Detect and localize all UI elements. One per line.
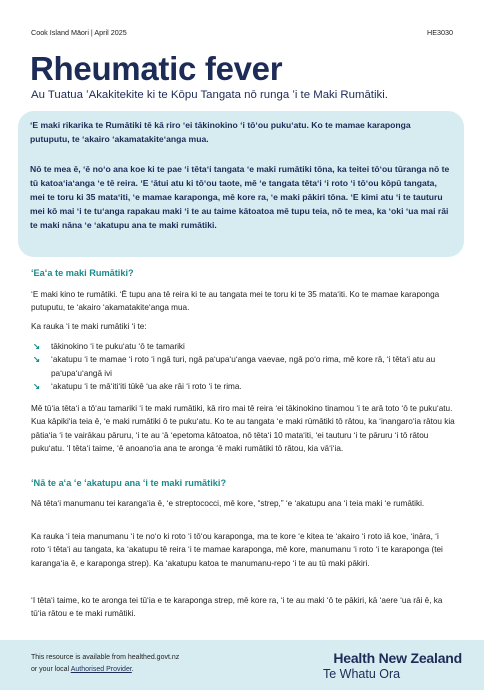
authorised-provider-link[interactable]: Authorised Provider — [70, 665, 132, 673]
section-heading: ʻNā te aʻa ʻe ʻakatupu ana ʻi te maki rumātiki? — [31, 478, 227, 488]
callout-paragraph: Nō te mea ē, ʻē noʻo ana koe ki te pae ʻi tētaʻi tangata ʻe maki rumātiki tōna, ka teitei tōʻou tūranga nō te tū katoaʻiaʻanga ʻe tē reira. ʻE ʻātui atu ki tōʻou taote, mē ʻe tangata tētaʻi ʻi roto ʻi tōʻou kōpū tangata, mei te toru ki 35 mataʻiti, ʻe mamae karaponga, mē kore ra, ʻe maki pākiri tōna. ʻE kimi atu ʻi te tauturu mei kō mai ʻi te tuʻanga rapakau maki ʻi te au taime kātoatoa mē tupu teia, nō te mea, ka ʻoki ʻua mai rāi te maki nāna ʻe ʻakatupu ana te maki rumātiki. — [30, 164, 450, 230]
list-item: ↘ tākinokino ʻi te pukuʻatu ʻō te tamariki — [31, 340, 451, 353]
section-heading: ʻEaʻa te maki Rumātiki? — [31, 268, 134, 278]
language-date: Cook Island Māori | April 2025 — [31, 28, 127, 37]
document-code: HE3030 — [427, 28, 453, 37]
body-paragraph: Ka rauka ʻi teia manumanu ʻi te noʻo ki roto ʻi tōʻou karaponga, ma te kore ʻe kitea te ʻakairo ʻi roto iā koe, ʻināra, ʻi roto ʻi tētaʻi au tangata, ka ʻakatupu tē reira ʻi te mamae karaponga, mē kore, manumanu ʻi roto ʻi te karaponga (tei karangaʻia ē, e karaponga strep). Ka ʻakatupu katoa te manumanu-repo ʻi te au tū maki pākiri. — [31, 532, 443, 568]
footer — [0, 640, 484, 690]
body-paragraph: ʻE maki kino te rumātiki. ʻĒ tupu ana tē reira ki te au tangata mei te toru ki te 35 mataʻiti. Ko te mamae karaponga putuputu, te ʻakairo ʻakamatakiteʻanga mua. — [31, 290, 440, 313]
page-title: Rheumatic fever — [30, 50, 283, 87]
arrow-icon: ↘ — [33, 380, 41, 391]
body-paragraph: Mē tūʻia tētaʻi a tōʻau tamariki ʻi te maki rumātiki, kā riro mai tē reira ʻei tākinokino tinamou ʻi te arā toto ʻō te pukuʻatu. Kua kāpikiʻia teia ē, ʻe maki rumātiki ō te pukuʻatu. Ko te au tangata ʻe maki rūmātiki tō rātou, ka ʻinangaroʻia rātou kia pātiaʻia ʻi te vairākau pāruru, ʻi te au ʻā ʻepetoma kātoatoa, nō tētaʻi 10 mataʻiti, ʻei tauturu ʻi te pāruru ʻi tō rātou pukuʻatu. ʻI tētaʻi taime, ʻē anoanoʻia ana te aronga ʻē maki rumātiki tō rātou, kia vāʻiʻia. — [31, 404, 455, 453]
callout-paragraph: ʻE maki rikarika te Rumātiki tē kā riro ʻei tākinokino ʻi tōʻou pukuʻatu. Ko te mamae karaponga putuputu, te ʻakairo ʻakamatakiteʻanga mua. — [30, 120, 411, 144]
bullet-list — [31, 340, 451, 393]
callout-box — [18, 111, 464, 257]
brand-logo-maori: Te Whatu Ora — [323, 667, 401, 681]
body-paragraph: Nā tētaʻi manumanu tei karangaʻia ē, ʻe streptococci, mē kore, “strep,” ʻe ʻakatupu ana ʻi teia maki ʻe rumātiki. — [31, 499, 425, 508]
body-paragraph: Ka rauka ʻi te maki rumātiki ʻi te: — [31, 322, 147, 331]
page-subtitle: Au Tuatua ʻAkakitekite ki te Kōpu Tangata nō runga ʻi te Maki Rumātiki. — [31, 89, 388, 101]
footer-text: This resource is available from healthed.govt.nz or your local Authorised Provider. — [31, 654, 180, 673]
arrow-icon: ↘ — [33, 341, 41, 351]
arrow-icon: ↘ — [33, 354, 41, 365]
brand-logo-english: Health New Zealand — [333, 650, 462, 666]
list-item: ↘ ʻakatupu ʻi te mamae ʻi roto ʻi ngā turi, ngā paʻupaʻuʻanga vaevae, ngā poʻo rima, mē kore rā, ʻi tētaʻi atu au paʻupaʻuʻangā ivi — [33, 354, 436, 378]
body-paragraph: ʻI tētaʻi taime, ko te aronga tei tūʻia e te karaponga strep, mē kore ra, ʻi te au maki ʻō te pākiri, kā ʻaere ʻua rāi ē, ka tūʻia rātou e te maki rumātiki. — [31, 596, 443, 619]
list-item: ↘ ʻakatupu ʻi te māʻitiʻiti tūkē ʻua ake rāi ʻi roto ʻi te rima. — [31, 380, 451, 393]
header-meta — [31, 28, 453, 37]
